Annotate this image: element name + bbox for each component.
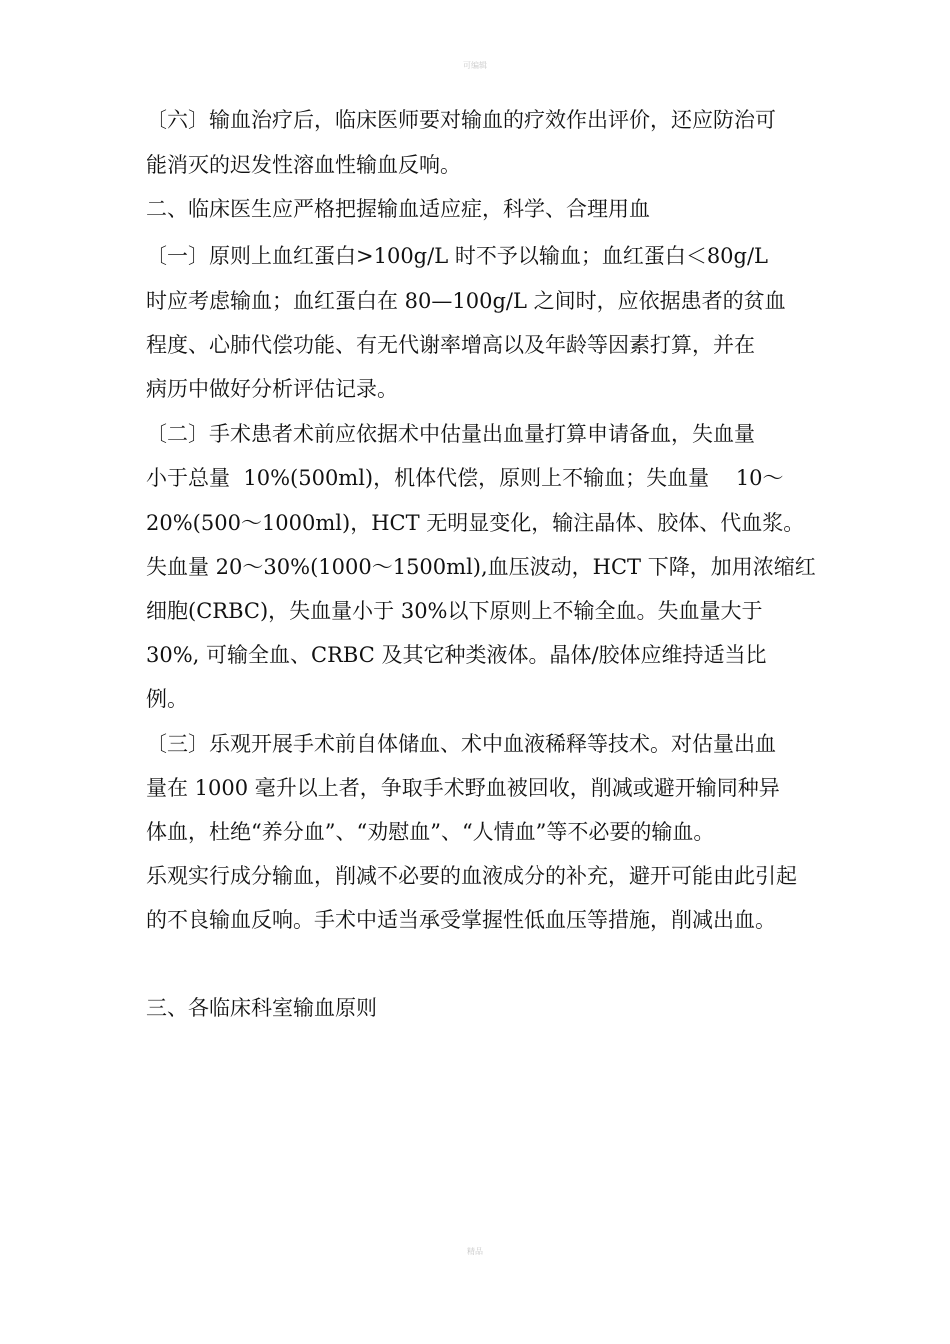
section-heading: 二、临床医生应严格把握输血适应症，科学、合理用血 [146, 197, 650, 221]
text-line: 体血，杜绝“养分血”、“劝慰血”、“人情血”等不必要的输血。 [146, 820, 715, 844]
text-line: 20%(500～1000ml)，HCT 无明显变化，输注晶体、胶体、代血浆。 [146, 511, 805, 535]
text-line: 〔一〕原则上血红蛋白>100g/L 时不予以输血；血红蛋白＜80g/L [146, 244, 768, 268]
text-line: 〔二〕手术患者术前应依据术中估量出血量打算申请备血，失血量 [146, 422, 755, 446]
section-heading: 三、各临床科室输血原则 [146, 996, 377, 1020]
text-line: 〔三〕乐观开展手术前自体储血、术中血液稀释等技术。对估量出血 [146, 732, 776, 756]
text-line: 〔六〕输血治疗后，临床医师要对输血的疗效作出评价，还应防治可 [146, 108, 776, 132]
text-line: 细胞(CRBC)，失血量小于 30%以下原则上不输全血。失血量大于 [146, 599, 763, 623]
footer-watermark: 精品 [467, 1247, 483, 1256]
text-line: 能消灭的迟发性溶血性输血反响。 [146, 153, 461, 177]
text-line: 程度、心肺代偿功能、有无代谢率增高以及年龄等因素打算，并在 [146, 333, 755, 357]
text-line: 量在 1000 毫升以上者，争取手术野血被回收，削减或避开输同种异 [146, 776, 780, 800]
text-line: 例。 [146, 687, 188, 711]
text-line: 30%, 可输全血、CRBC 及其它种类液体。晶体/胶体应维持适当比 [146, 643, 767, 667]
text-line: 病历中做好分析评估记录。 [146, 377, 398, 401]
header-watermark: 可编辑 [463, 61, 487, 70]
text-line: 时应考虑输血；血红蛋白在 80—100g/L 之间时，应依据患者的贫血 [146, 289, 786, 313]
text-line: 失血量 20～30%(1000～1500ml),血压波动，HCT 下降，加用浓缩红 [146, 555, 816, 579]
text-line: 的不良输血反响。手术中适当承受掌握性低血压等措施，削减出血。 [146, 908, 776, 932]
text-line: 小于总量 10%(500ml)，机体代偿，原则上不输血；失血量 10～ [146, 466, 784, 490]
text-line: 乐观实行成分输血，削减不必要的血液成分的补充，避开可能由此引起 [146, 864, 797, 888]
